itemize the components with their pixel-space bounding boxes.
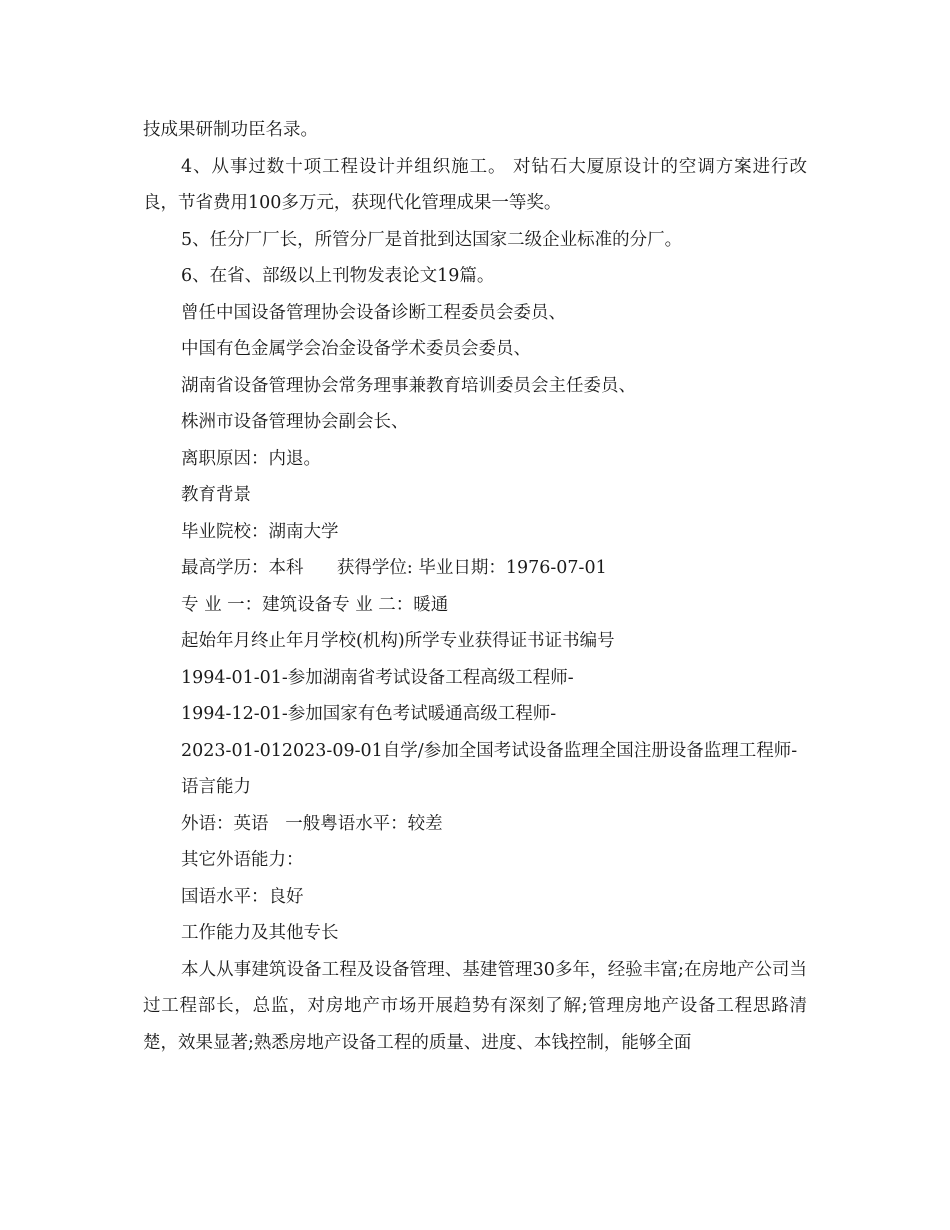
text-line: 技成果研制功臣名录。: [143, 120, 318, 140]
text-line: 1994-12-01-参加国家有色考试暖通高级工程师-: [181, 704, 557, 724]
text-line: 5、任分厂厂长，所管分厂是首批到达国家二级企业标准的分厂。: [181, 229, 683, 250]
text-line: 外语：英语 一般粤语水平：较差: [181, 813, 443, 834]
text-line: 1994-01-01-参加湖南省考试设备工程高级工程师-: [181, 667, 574, 688]
text-line: 离职原因：内退。: [181, 448, 321, 469]
text-line: 国语水平：良好: [181, 886, 304, 907]
document-body: [143, 112, 807, 1061]
text-line: 4、从事过数十项工程设计并组织施工。 对钻石大厦原设计的空调方案进行改良，节省费用100多万元，获现代化管理成果一等奖。: [143, 156, 807, 213]
text-line: 毕业院校：湖南大学: [181, 521, 339, 542]
text-line: 起始年月终止年月学校(机构)所学专业获得证书证书编号: [181, 631, 615, 651]
text-line: 本人从事建筑设备工程及设备管理、基建管理30多年，经验丰富;在房地产公司当过工程部长，总监，对房地产市场开展趋势有深刻了解;管理房地产设备工程思路清楚，效果显著;熟悉房地产设备工程的质量、进度、本钱控制，能够全面: [143, 959, 807, 1053]
section-heading: 语言能力: [181, 777, 251, 797]
text-line: 最高学历：本科 获得学位: 毕业日期：1976-07-01: [181, 558, 607, 578]
text-line: 6、在省、部级以上刊物发表论文19篇。: [181, 266, 495, 286]
text-line: 株洲市设备管理协会副会长、: [181, 412, 409, 432]
text-line: 专 业 一：建筑设备专 业 二：暖通: [181, 594, 449, 615]
text-line: 中国有色金属学会冶金设备学术委员会委员、: [181, 339, 531, 359]
text-line: 曾任中国设备管理协会设备诊断工程委员会委员、: [181, 302, 566, 323]
section-heading: 工作能力及其他专长: [181, 923, 339, 943]
text-line: 其它外语能力：: [181, 850, 304, 870]
text-line: 湖南省设备管理协会常务理事兼教育培训委员会主任委员、: [181, 375, 636, 396]
text-line: 2023-01-012023-09-01自学/参加全国考试设备监理全国注册设备监理工程师-: [181, 740, 798, 761]
section-heading: 教育背景: [181, 485, 251, 505]
